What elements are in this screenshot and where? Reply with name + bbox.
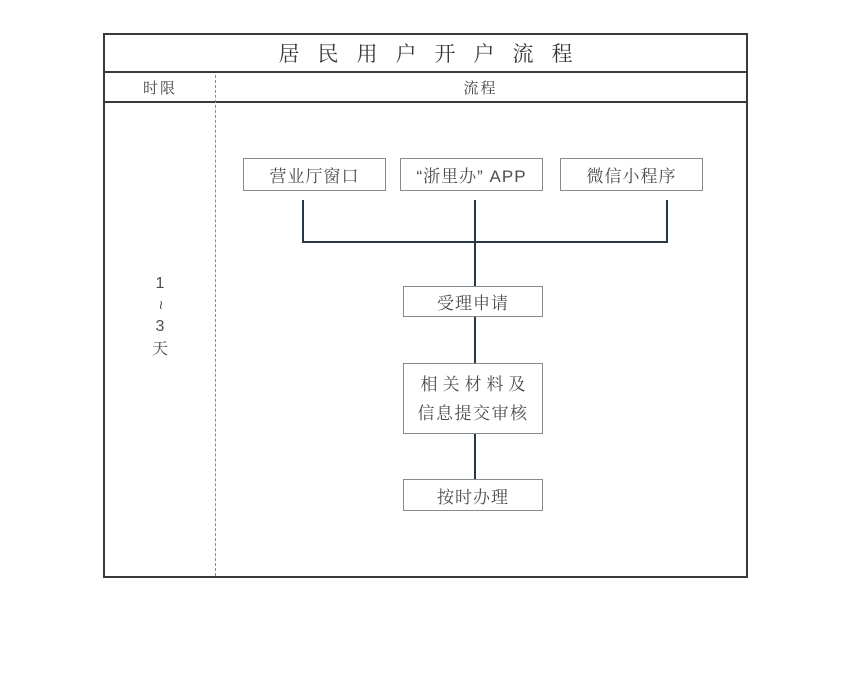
connector-stub-middle — [474, 200, 476, 286]
connector-accept-to-materials — [474, 317, 476, 363]
time-limit-char: 1 — [155, 275, 165, 292]
step-label-line2: 信息提交审核 — [417, 403, 529, 423]
step-label: 按时办理 — [437, 487, 509, 507]
channel-label: “浙里办” APP — [416, 167, 527, 186]
connector-merge-bar — [302, 241, 668, 243]
time-limit-char: 天 — [151, 341, 168, 358]
page-title: 居民用户开户流程 — [278, 43, 591, 66]
header-cell-time-limit — [105, 73, 215, 101]
channel-box-business-hall-window — [243, 158, 386, 191]
header-row — [105, 73, 746, 103]
step-label: 受理申请 — [437, 294, 509, 313]
connector-stub-left — [302, 200, 304, 243]
time-limit-value — [120, 273, 200, 360]
header-cell-process — [215, 73, 746, 101]
connector-materials-to-handle — [474, 434, 476, 479]
process-header-label: 流程 — [463, 79, 498, 97]
channel-label: 微信小程序 — [586, 167, 677, 186]
flow-table — [103, 33, 748, 578]
channel-box-zheliban-app — [400, 158, 543, 191]
step-label-line1: 相关材料及 — [420, 374, 531, 394]
title-row — [105, 35, 746, 73]
flow-body — [105, 103, 746, 572]
step-box-materials-review — [403, 363, 543, 434]
connector-stub-right — [666, 200, 668, 243]
time-limit-tilde: ~ — [152, 300, 169, 310]
channel-label: 营业厅窗口 — [269, 167, 360, 186]
step-box-timely-handling — [403, 479, 543, 511]
step-box-accept-application — [403, 286, 543, 317]
column-divider-dashed — [215, 75, 216, 576]
channel-box-wechat-miniprogram — [560, 158, 703, 191]
time-limit-char: 3 — [155, 318, 165, 335]
time-limit-header-label: 时限 — [142, 79, 177, 97]
